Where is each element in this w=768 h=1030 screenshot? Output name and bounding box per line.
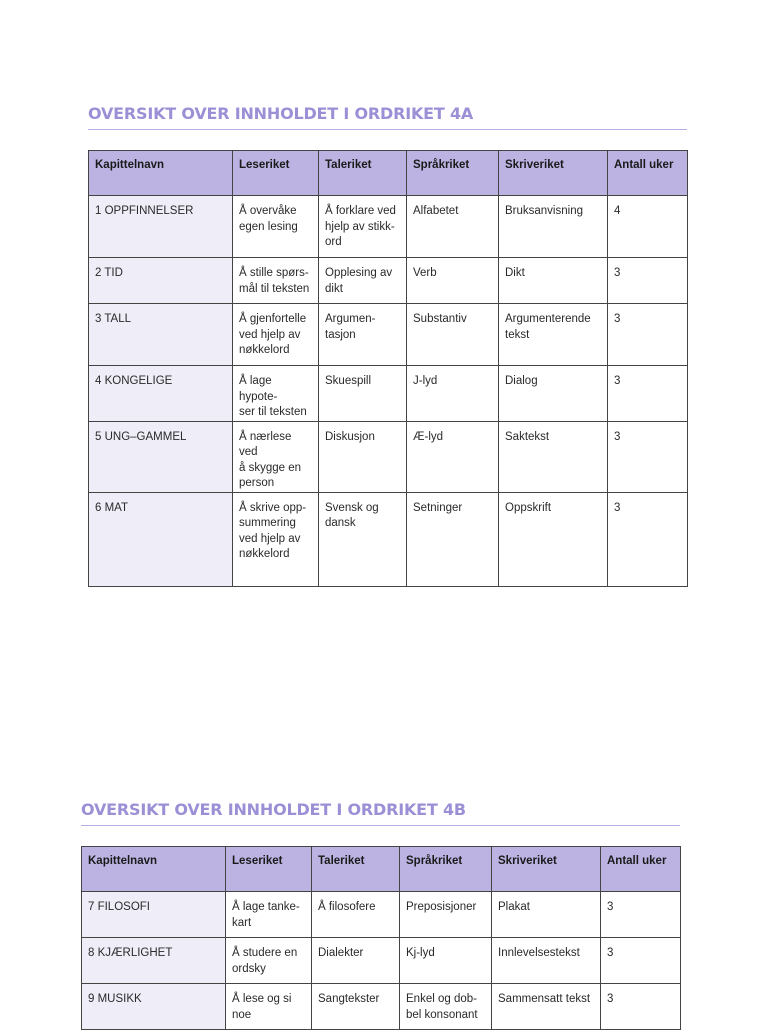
chapter-name: 4 KONGELIGE — [89, 366, 233, 422]
leseriket-cell: Å nærlese ved å skygge en person — [233, 421, 319, 492]
leseriket-cell: Å lese og si noe — [226, 984, 312, 1030]
skriveriket-cell: Saktekst — [499, 421, 608, 492]
chapter-name: 8 KJÆRLIGHET — [82, 938, 226, 984]
weeks-cell: 3 — [601, 984, 681, 1030]
spraakriket-cell: Enkel og dob- bel konsonant — [400, 984, 492, 1030]
section-4b-title: OVERSIKT OVER INNHOLDET I ORDRIKET 4B — [81, 800, 680, 826]
weeks-cell: 3 — [608, 366, 688, 422]
spraakriket-cell: Setninger — [407, 492, 499, 586]
table-row — [89, 196, 688, 258]
taleriket-cell: Å forklare ved hjelp av stikk- ord — [319, 196, 407, 258]
taleriket-cell: Å filosofere — [312, 892, 400, 938]
weeks-cell: 3 — [608, 492, 688, 586]
header-skriveriket: Skriveriket — [499, 151, 608, 196]
spraakriket-cell: J-lyd — [407, 366, 499, 422]
table-row — [89, 492, 688, 586]
chapter-name: 7 FILOSOFI — [82, 892, 226, 938]
weeks-cell: 3 — [601, 892, 681, 938]
leseriket-cell: Å studere en ordsky — [226, 938, 312, 984]
header-spraakriket: Språkriket — [407, 151, 499, 196]
taleriket-cell: Svensk og dansk — [319, 492, 407, 586]
skriveriket-cell: Dialog — [499, 366, 608, 422]
taleriket-cell: Argumen- tasjon — [319, 304, 407, 366]
leseriket-cell: Å stille spørs- mål til teksten — [233, 258, 319, 304]
taleriket-cell: Dialekter — [312, 938, 400, 984]
taleriket-cell: Opplesing av dikt — [319, 258, 407, 304]
leseriket-cell: Å overvåke egen lesing — [233, 196, 319, 258]
spraakriket-cell: Verb — [407, 258, 499, 304]
skriveriket-cell: Argumenterende tekst — [499, 304, 608, 366]
leseriket-cell: Å lage hypote- ser til teksten — [233, 366, 319, 422]
table-row — [89, 421, 688, 492]
chapter-name: 1 OPPFINNELSER — [89, 196, 233, 258]
skriveriket-cell: Plakat — [492, 892, 601, 938]
header-leseriket: Leseriket — [226, 847, 312, 892]
spraakriket-cell: Kj-lyd — [400, 938, 492, 984]
skriveriket-cell: Sammensatt tekst — [492, 984, 601, 1030]
weeks-cell: 3 — [608, 304, 688, 366]
leseriket-cell: Å gjenfortelle ved hjelp av nøkkelord — [233, 304, 319, 366]
table-row — [82, 984, 681, 1030]
chapter-name: 6 MAT — [89, 492, 233, 586]
spraakriket-cell: Æ-lyd — [407, 421, 499, 492]
spraakriket-cell: Alfabetet — [407, 196, 499, 258]
table-row — [89, 366, 688, 422]
header-skriveriket: Skriveriket — [492, 847, 601, 892]
section-4b — [81, 800, 680, 1030]
header-kapittelnavn: Kapittelnavn — [82, 847, 226, 892]
weeks-cell: 3 — [608, 258, 688, 304]
header-antall-uker: Antall uker — [608, 151, 688, 196]
table-row — [89, 304, 688, 366]
leseriket-cell: Å skrive opp- summering ved hjelp av nøkkelord — [233, 492, 319, 586]
table-row — [89, 258, 688, 304]
leseriket-cell: Å lage tanke- kart — [226, 892, 312, 938]
spraakriket-cell: Preposisjoner — [400, 892, 492, 938]
chapter-name: 2 TID — [89, 258, 233, 304]
section-4a-title: OVERSIKT OVER INNHOLDET I ORDRIKET 4A — [88, 104, 687, 130]
header-antall-uker: Antall uker — [601, 847, 681, 892]
taleriket-cell: Sangtekster — [312, 984, 400, 1030]
header-taleriket: Taleriket — [312, 847, 400, 892]
weeks-cell: 3 — [608, 421, 688, 492]
taleriket-cell: Diskusjon — [319, 421, 407, 492]
header-taleriket: Taleriket — [319, 151, 407, 196]
skriveriket-cell: Oppskrift — [499, 492, 608, 586]
chapter-name: 5 UNG–GAMMEL — [89, 421, 233, 492]
skriveriket-cell: Bruksanvisning — [499, 196, 608, 258]
table-row — [82, 938, 681, 984]
table-header-row — [89, 151, 688, 196]
chapter-name: 9 MUSIKK — [82, 984, 226, 1030]
weeks-cell: 3 — [601, 938, 681, 984]
overview-table-4a — [88, 150, 688, 587]
section-4a — [88, 104, 687, 587]
spraakriket-cell: Substantiv — [407, 304, 499, 366]
header-kapittelnavn: Kapittelnavn — [89, 151, 233, 196]
header-leseriket: Leseriket — [233, 151, 319, 196]
chapter-name: 3 TALL — [89, 304, 233, 366]
overview-table-4b — [81, 846, 681, 1030]
taleriket-cell: Skuespill — [319, 366, 407, 422]
weeks-cell: 4 — [608, 196, 688, 258]
skriveriket-cell: Dikt — [499, 258, 608, 304]
header-spraakriket: Språkriket — [400, 847, 492, 892]
skriveriket-cell: Innlevelsestekst — [492, 938, 601, 984]
table-row — [82, 892, 681, 938]
table-header-row — [82, 847, 681, 892]
